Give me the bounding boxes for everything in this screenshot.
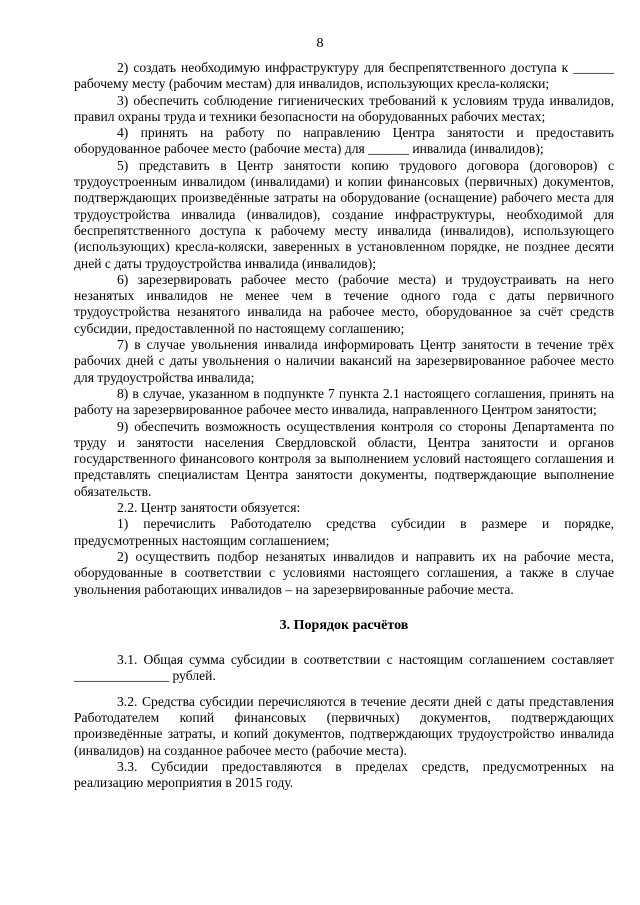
page-number: 8 — [316, 36, 324, 51]
paragraph: 2) создать необходимую инфраструктуру для беспрепятственного доступа к ______ рабочему месту (рабочим местам) для инвалидов, использующих кресла-коляски; — [74, 60, 614, 92]
paragraph: 3.1. Общая сумма субсидии в соответствии с настоящим соглашением составляет ______________ рублей. — [74, 652, 614, 684]
paragraph: 8) в случае, указанном в подпункте 7 пункта 2.1 настоящего соглашения, принять на работу на зарезервированное рабочее место инвалида, направленного Центром занятости; — [74, 385, 614, 418]
paragraph: 3.2. Средства субсидии перечисляются в течение десяти дней с даты представления Работодателем копий финансовых (первичных) документов, подтверждающих произведённые затраты, и копий документов, подтверждающих трудоустройство инвалида (инвалидов) на созданное рабочее место (рабочие места). — [74, 693, 614, 758]
paragraph: 2) осуществить подбор незанятых инвалидов и направить их на рабочие места, оборудованные в соответствии с условиями настоящего соглашения, а также в случае увольнения работающих инвалидов – на зарезервированные рабочие места. — [74, 548, 614, 597]
paragraph: 4) принять на работу по направлению Центра занятости и предоставить оборудованное рабочее место (рабочие места) для ______ инвалида (инвалидов); — [74, 125, 614, 157]
paragraph: 1) перечислить Работодателю средства субсидии в размере и порядке, предусмотренных настоящим соглашением; — [74, 516, 614, 548]
paragraph: 7) в случае увольнения инвалида информировать Центр занятости в течение трёх рабочих дней с даты увольнения о наличии вакансий на зарезервированное рабочее место для трудоустройства инвалида; — [74, 337, 614, 385]
paragraph: 9) обеспечить возможность осуществления контроля со стороны Департамента по труду и занятости населения Свердловской области, Центра занятости и органов государственного финансового контроля за выполнением условий настоящего соглашения и представлять специалистам Центра занятости документы, подтверждающие выполнение обязательств. — [74, 418, 614, 499]
section-heading: 3. Порядок расчётов — [279, 617, 409, 633]
paragraph: 5) представить в Центр занятости копию трудового договора (договоров) с трудоустроенным инвалидом (инвалидами) и копии финансовых (первичных) документов, подтверждающих произведённые затраты на оборудование (оснащение) рабочего места для трудоустройства инвалида (инвалидов), создание инфраструктуры, необходимой для беспрепятственного доступа к рабочему месту инвалида (инвалидов), использующего (использующих) кресла-коляски, заверенных в установленном порядке, не позднее десяти дней с даты трудоустройства инвалида (инвалидов); — [74, 157, 614, 271]
paragraph: 6) зарезервировать рабочее место (рабочие места) и трудоустраивать на него незанятых инвалидов не менее чем в течение одного года с даты первичного трудоустройства незанятого инвалида на рабочее место, оборудованное за счёт средств субсидии, предоставленной по настоящему соглашению; — [74, 271, 614, 336]
paragraph: 3) обеспечить соблюдение гигиенических требований к условиям труда инвалидов, правил охраны труда и техники безопасности на оборудованных рабочих местах; — [74, 92, 614, 124]
paragraph: 2.2. Центр занятости обязуется: — [117, 500, 301, 516]
spacer — [74, 685, 614, 694]
paragraph: 3.3. Субсидии предоставляются в пределах средств, предусмотренных на реализацию мероприятия в 2015 году. — [74, 758, 614, 791]
document-body — [74, 60, 614, 791]
